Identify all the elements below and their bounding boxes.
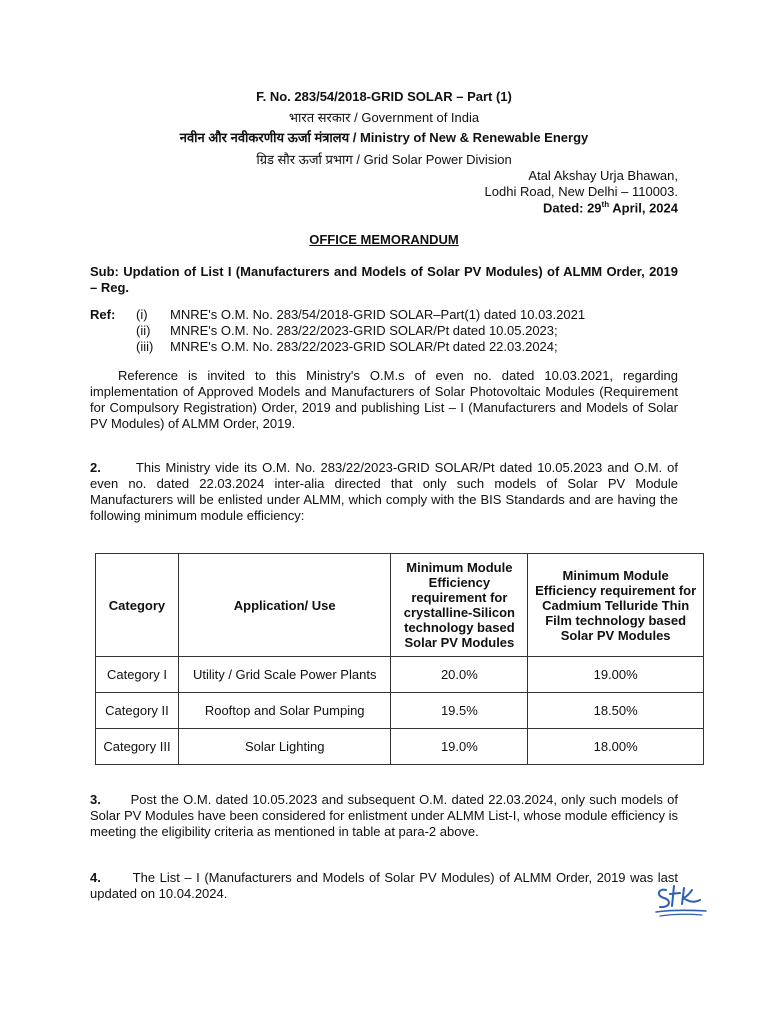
paragraph-4-text: The List – I (Manufacturers and Models of Solar PV Modules) of ALMM Order, 2019 was last updated on 10.04.2024. — [90, 870, 678, 901]
references-block — [90, 307, 585, 355]
paragraph-1: Reference is invited to this Ministry's O.M.s of even no. dated 10.03.2021, regarding implementation of Approved Models and Manufacturers of Solar Photovoltaic Modules (Requirement for Compulsory Registration) Order, 2019 and publishing List – I (Manufacturers and Models of Solar PV Modules) of ALMM Order, 2019. — [90, 368, 678, 431]
cell-cdte-efficiency: 18.50% — [528, 693, 704, 729]
date-month-year: April, 2024 — [609, 200, 678, 216]
cell-application: Solar Lighting — [178, 729, 391, 765]
column-header-category: Category — [96, 554, 179, 657]
paragraph-2-text: This Ministry vide its O.M. No. 283/22/2023-GRID SOLAR/Pt dated 10.05.2023 and O.M. of even no. dated 22.03.2024 inter-alia directed that only such models of Solar PV Module Manufacturers will be enlisted under ALMM, which comply with the BIS Standards and are having the following minimum module efficiency: — [90, 460, 678, 523]
cell-application: Rooftop and Solar Pumping — [178, 693, 391, 729]
paragraph-3-number: 3. — [90, 792, 101, 807]
ministry-line: नवीन और नवीकरणीय ऊर्जा मंत्रालय / Ministry of New & Renewable Energy — [179, 130, 589, 145]
reference-number: (ii) — [136, 323, 151, 338]
cell-cdte-efficiency: 19.00% — [528, 657, 704, 693]
cell-csi-efficiency: 19.5% — [391, 693, 528, 729]
signature-icon — [652, 880, 708, 920]
cell-category: Category II — [96, 693, 179, 729]
paragraph-4-number: 4. — [90, 870, 101, 885]
column-header-csi-efficiency: Minimum Module Efficiency requirement for crystalline-Silicon technology based Solar PV Modules — [391, 554, 528, 657]
paragraph-4 — [90, 870, 678, 902]
table-row — [96, 729, 704, 765]
date-suffix-sup: th — [601, 200, 610, 209]
cell-csi-efficiency: 20.0% — [391, 657, 528, 693]
paragraph-3 — [90, 792, 678, 840]
references-label: Ref: — [90, 307, 116, 322]
subject-line: Sub: Updation of List I (Manufacturers and Models of Solar PV Modules) of ALMM Order, 2019 – Reg. — [90, 264, 678, 295]
cell-category: Category III — [96, 729, 179, 765]
reference-item — [90, 339, 585, 355]
reference-number: (i) — [136, 307, 148, 322]
reference-text: MNRE's O.M. No. 283/22/2023-GRID SOLAR/Pt dated 10.05.2023; — [170, 323, 558, 338]
memo-date — [543, 200, 678, 215]
reference-text: MNRE's O.M. No. 283/54/2018-GRID SOLAR–Part(1) dated 10.03.2021 — [170, 307, 586, 322]
reference-item — [90, 307, 585, 323]
column-header-application: Application/ Use — [178, 554, 391, 657]
table-header-row — [96, 554, 704, 657]
cell-category: Category I — [96, 657, 179, 693]
table-row — [96, 657, 704, 693]
table-row — [96, 693, 704, 729]
reference-number: (iii) — [136, 339, 154, 354]
paragraph-2 — [90, 460, 678, 524]
date-prefix: Dated: 29 — [543, 200, 602, 216]
division-line: ग्रिड सौर ऊर्जा प्रभाग / Grid Solar Power Division — [256, 152, 512, 167]
file-number: F. No. 283/54/2018-GRID SOLAR – Part (1) — [256, 89, 512, 104]
cell-cdte-efficiency: 18.00% — [528, 729, 704, 765]
memo-title: OFFICE MEMORANDUM — [309, 232, 459, 247]
paragraph-2-number: 2. — [90, 460, 101, 475]
cell-application: Utility / Grid Scale Power Plants — [178, 657, 391, 693]
reference-item — [90, 323, 585, 339]
address-line-1: Atal Akshay Urja Bhawan, — [528, 168, 678, 183]
cell-csi-efficiency: 19.0% — [391, 729, 528, 765]
efficiency-table — [95, 553, 704, 765]
government-line: भारत सरकार / Government of India — [288, 110, 480, 125]
paragraph-3-text: Post the O.M. dated 10.05.2023 and subsequent O.M. dated 22.03.2024, only such models of Solar PV Modules have been considered for enlistment under ALMM List-I, whose module efficiency is meeting the eligibility criteria as mentioned in table at para-2 above. — [90, 792, 678, 839]
column-header-cdte-efficiency: Minimum Module Efficiency requirement for Cadmium Telluride Thin Film technology based Solar PV Modules — [528, 554, 704, 657]
address-line-2: Lodhi Road, New Delhi – 110003. — [484, 184, 678, 199]
reference-text: MNRE's O.M. No. 283/22/2023-GRID SOLAR/Pt dated 22.03.2024; — [170, 339, 558, 354]
